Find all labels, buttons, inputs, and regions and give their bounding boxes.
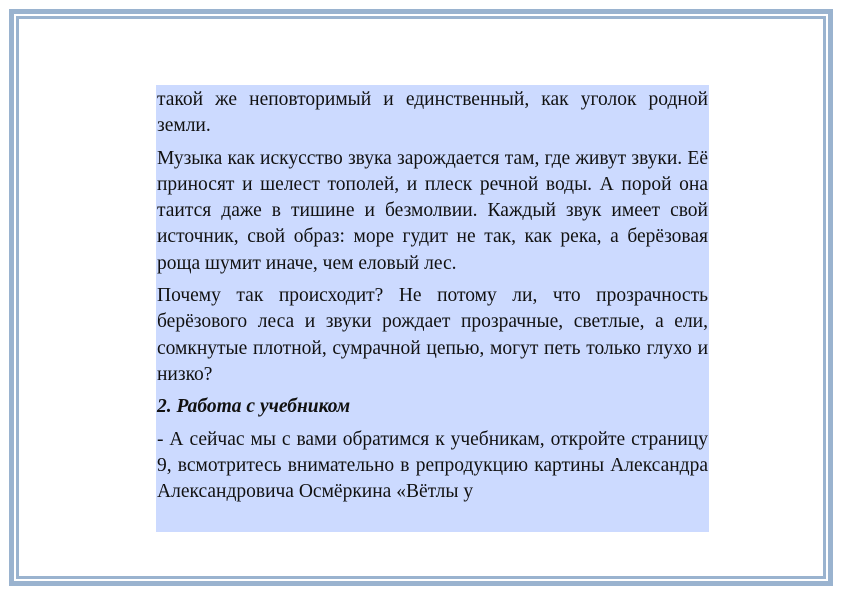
paragraph-question: Почему так происходит? Не потому ли, что прозрачность берёзового леса и звуки рождает прозрачные, светлые, а ели, сомкнутые плотной, сумрачной цепью, могут петь только глухо и низко?: [157, 285, 708, 385]
paragraph-continuation: такой же неповторимый и единственный, как уголок родной земли.: [157, 89, 708, 137]
paragraph-textbook-task: - А сейчас мы с вами обратимся к учебникам, откройте страницу 9, всмотритесь внимательно в репродукцию картины Александра Александровича Осмёркина «Вётлы у: [157, 428, 708, 503]
slide-text-block: [156, 85, 709, 532]
section-heading: 2. Работа с учебником: [157, 396, 351, 418]
paragraph-music-sound: Музыка как искусство звука зарождается там, где живут звуки. Её приносят и шелест тополей, и плеск речной воды. А порой она таится даже в тишине и безмолвии. Каждый звук имеет свой источник, свой образ: море гудит не так, как река, а берёзовая роща шумит иначе, чем еловый лес.: [157, 147, 708, 274]
